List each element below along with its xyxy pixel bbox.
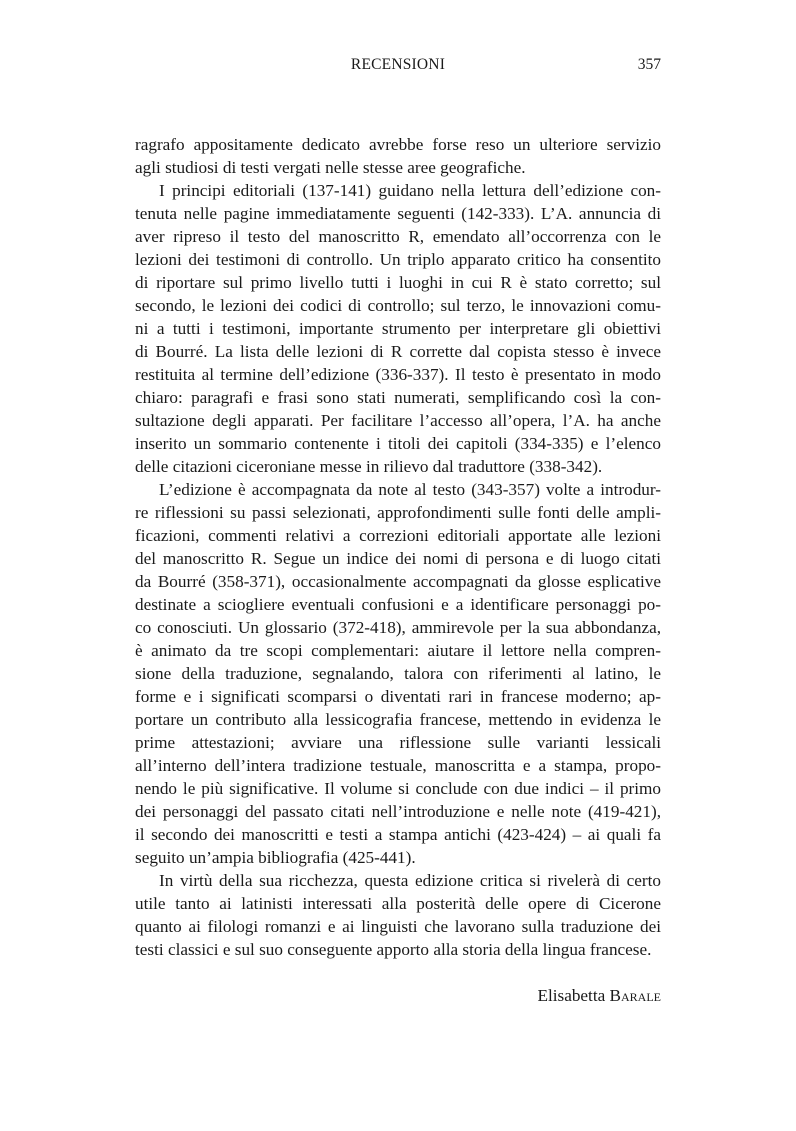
text-line: sione della traduzione, segnalando, talora con riferimenti al latino, le — [135, 664, 661, 683]
page-number: 357 — [637, 56, 661, 73]
text-line: sultazione degli apparati. Per facilitare l’accesso all’opera, l’A. ha anche — [135, 411, 661, 430]
text-line: re riflessioni su passi selezionati, approfondimenti sulle fonti delle ampli- — [135, 503, 661, 522]
text-line: ni a tutti i testimoni, importante strumento per interpretare gli obiettivi — [135, 319, 661, 338]
text-line: nendo le più significative. Il volume si conclude con due indici – il primo — [135, 779, 661, 798]
text-line: è animato da tre scopi complementari: aiutare il lettore nella compren- — [135, 641, 661, 660]
text-line: testi classici e sul suo conseguente apporto alla storia della lingua francese. — [135, 940, 652, 959]
review-body — [135, 133, 661, 961]
text-line: secondo, le lezioni dei codici di controllo; sul terzo, le innovazioni comu- — [135, 296, 661, 315]
text-line: seguito un’ampia bibliografia (425-441). — [135, 848, 416, 867]
text-line: inserito un sommario contenente i titoli dei capitoli (334-335) e l’elenco — [135, 434, 661, 453]
text-line: dei personaggi del passato citati nell’introduzione e nelle note (419-421), — [135, 802, 661, 821]
text-line: utile tanto ai latinisti interessati alla posterità delle opere di Cicerone — [135, 894, 661, 913]
text-line: del manoscritto R. Segue un indice dei nomi di persona e di luogo citati — [135, 549, 661, 568]
text-line: ragrafo appositamente dedicato avrebbe forse reso un ulteriore servizio — [135, 135, 661, 154]
text-line: lezioni dei testimoni di controllo. Un triplo apparato critico ha consentito — [135, 250, 661, 269]
text-line: agli studiosi di testi vergati nelle stesse aree geografiche. — [135, 158, 526, 177]
text-line: delle citazioni ciceroniane messe in rilievo dal traduttore (338-342). — [135, 457, 603, 476]
text-line: forme e i significati scomparsi o diventati rari in francese moderno; ap- — [135, 687, 661, 706]
text-line: portare un contributo alla lessicografia francese, mettendo in evidenza le — [135, 710, 661, 729]
text-line: tenuta nelle pagine immediatamente seguenti (142-333). L’A. annuncia di — [135, 204, 661, 223]
text-line: restituita al termine dell’edizione (336-337). Il testo è presentato in modo — [135, 365, 661, 384]
paragraph — [135, 133, 661, 179]
text-line: prime attestazioni; avviare una riflessione sulle varianti lessicali — [135, 733, 661, 752]
text-line: I principi editoriali (137-141) guidano nella lettura dell’edizione con- — [159, 181, 661, 200]
text-line: ficazioni, commenti relativi a correzioni editoriali apportate alle lezioni — [135, 526, 661, 545]
text-line: all’interno dell’intera tradizione testuale, manoscritta e a stampa, propo- — [135, 756, 661, 775]
author-surname: Barale — [609, 986, 661, 1005]
text-line: destinate a sciogliere eventuali confusioni e a identificare personaggi po- — [135, 595, 661, 614]
text-line: di riportare sul primo livello tutti i luoghi in cui R è stato corretto; sul — [135, 273, 661, 292]
author-signature — [537, 986, 661, 1006]
text-line: il secondo dei manoscritti e testi a stampa antichi (423-424) – ai quali fa — [135, 825, 661, 844]
author-first-name: Elisabetta — [537, 986, 606, 1005]
running-title: RECENSIONI — [350, 56, 446, 73]
page-header — [135, 56, 661, 78]
text-line: aver ripreso il testo del manoscritto R, emendato all’occorrenza con le — [135, 227, 661, 246]
text-line: da Bourré (358-371), occasionalmente accompagnati da glosse esplicative — [135, 572, 661, 591]
paragraph — [135, 179, 661, 478]
text-line: L’edizione è accompagnata da note al testo (343-357) volte a introdur- — [159, 480, 661, 499]
text-line: quanto ai filologi romanzi e ai linguisti che lavorano sulla traduzione dei — [135, 917, 661, 936]
text-line: co conosciuti. Un glossario (372-418), ammirevole per la sua abbondanza, — [135, 618, 661, 637]
paragraph — [135, 869, 661, 961]
text-line: In virtù della sua ricchezza, questa edizione critica si rivelerà di certo — [159, 871, 661, 890]
text-line: chiaro: paragrafi e frasi sono stati numerati, semplificando così la con- — [135, 388, 661, 407]
text-line: di Bourré. La lista delle lezioni di R corrette dal copista stesso è invece — [135, 342, 661, 361]
paragraph — [135, 478, 661, 869]
